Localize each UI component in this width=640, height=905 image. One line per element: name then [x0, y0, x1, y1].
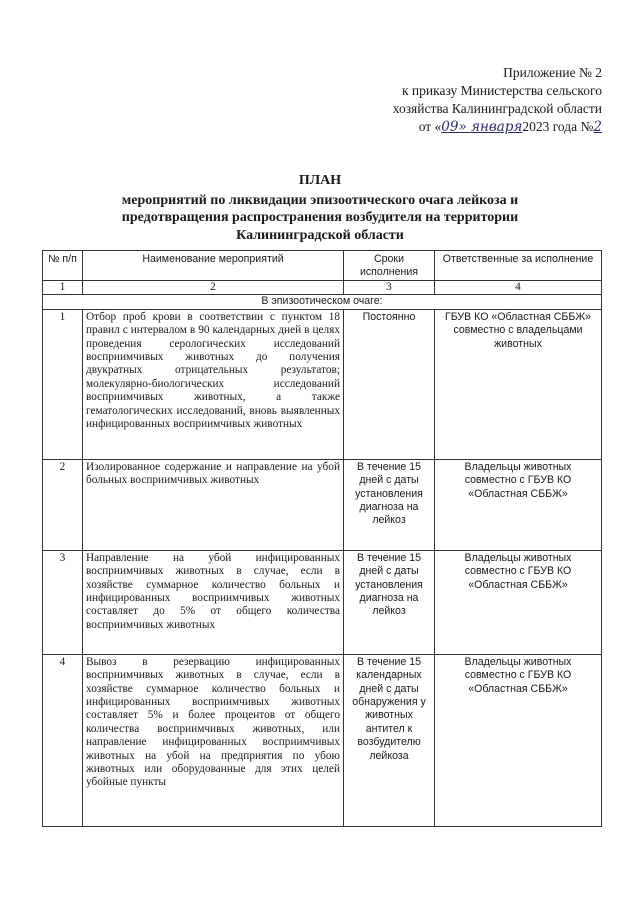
header-number: № п/п: [43, 251, 83, 281]
column-index: 3: [344, 281, 435, 295]
plan-subtitle-3: Калининградской области: [236, 227, 404, 243]
row-term: В течение 15 календарных дней с даты обнаружения у животных антител к возбудителю лейкоза: [344, 654, 435, 826]
plan-subtitle-2: предотвращения распространения возбудителя на территории: [121, 210, 519, 225]
table-row: [43, 550, 602, 654]
column-index-row: [43, 281, 602, 295]
row-responsible: Владельцы животных совместно с ГБУВ КО «Областная СББЖ»: [435, 550, 602, 654]
ministry-name: хозяйства Калининградской области: [392, 101, 602, 116]
row-responsible: ГБУВ КО «Областная СББЖ» совместно с владельцами животных: [435, 309, 602, 459]
measures-table: [42, 250, 602, 827]
row-responsible: Владельцы животных совместно с ГБУВ КО «Областная СББЖ»: [435, 459, 602, 550]
row-number: 2: [43, 459, 83, 550]
header-responsible: Ответственные за исполнение: [435, 251, 602, 281]
row-term: В течение 15 дней с даты установления диагноза на лейкоз: [344, 459, 435, 550]
column-index: 2: [83, 281, 344, 295]
appendix-header: [393, 64, 602, 136]
section-row: [43, 295, 602, 309]
handwritten-number: 2: [593, 119, 602, 135]
row-term: Постоянно: [344, 309, 435, 459]
section-title: В эпизоотическом очаге:: [43, 295, 602, 309]
column-index: 4: [435, 281, 602, 295]
plan-heading: ПЛАН: [298, 173, 342, 188]
date-prefix: от «: [418, 119, 442, 134]
row-measure: Направление на убой инфицированных восприимчивых животных в случае, если в хозяйстве суммарное количество больных и инфицированных восприимчивых животных составляет до 5% от общего количества восприимчивых животных: [83, 550, 344, 654]
appendix-number: Приложение № 2: [503, 65, 602, 80]
row-responsible: Владельцы животных совместно с ГБУВ КО «Областная СББЖ»: [435, 654, 602, 826]
row-measure: Вывоз в резервацию инфицированных восприимчивых животных в случае, если в хозяйстве суммарное количество больных и инфицированных восприимчивых животных составляет 5% и более процентов от общего количества восприимчивых животных, или направление инфицированных восприимчивых животных на убой на предприятия по убою животных или оборудованные для этих целей убойные пункты: [83, 654, 344, 826]
date-middle: 2023 года №: [522, 119, 594, 134]
row-term: В течение 15 дней с даты установления диагноза на лейкоз: [344, 550, 435, 654]
table-header-row: [43, 251, 602, 281]
table-row: [43, 309, 602, 459]
row-number: 3: [43, 550, 83, 654]
order-reference: к приказу Министерства сельского: [401, 83, 602, 98]
row-number: 1: [43, 309, 83, 459]
table-row: [43, 459, 602, 550]
order-date-line: [393, 118, 602, 136]
row-measure: Изолированное содержание и направление на убой больных восприимчивых животных: [83, 459, 344, 550]
column-index: 1: [43, 281, 83, 295]
plan-subtitle-1: мероприятий по ликвидации эпизоотического очага лейкоза и: [121, 192, 519, 208]
row-number: 4: [43, 654, 83, 826]
table-row: [43, 654, 602, 826]
handwritten-date: 09» января: [441, 119, 523, 135]
row-measure: Отбор проб крови в соответствии с пунктом 18 правил с интервалом в 90 календарных дней в целях проведения серологических исследований восприимчивых животных до получения двукратных отрицательных результатов; молекулярно-биологических исследований восприимчивых животных, а также гематологических исследований, вновь выявленных инфицированных восприимчивых животных: [83, 309, 344, 459]
header-name: Наименование мероприятий: [83, 251, 344, 281]
header-term: Сроки исполнения: [344, 251, 435, 281]
plan-title: [60, 172, 580, 244]
